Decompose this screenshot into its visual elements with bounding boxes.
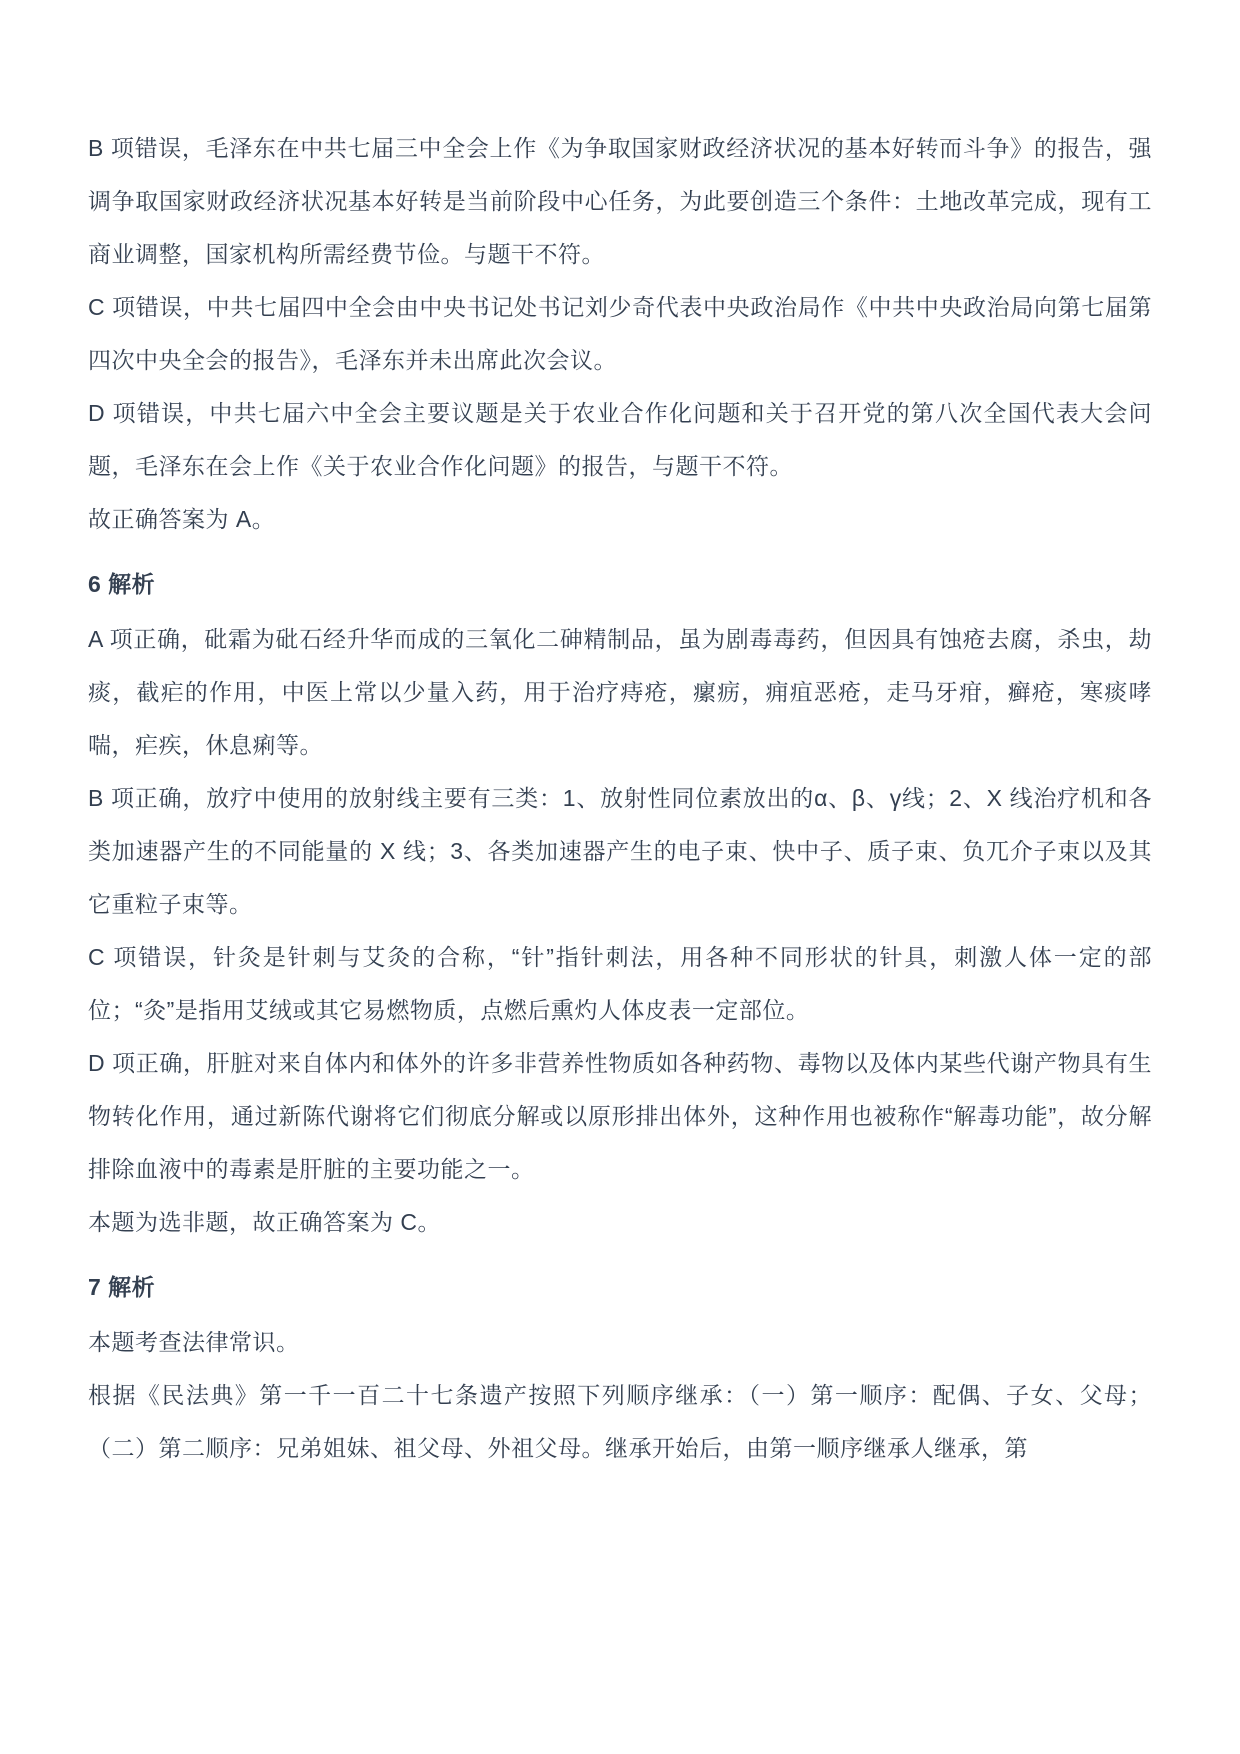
paragraph: 故正确答案为 A。 [88,506,276,532]
paragraph: A 项正确，砒霜为砒石经升华而成的三氧化二砷精制品，虽为剧毒毒药，但因具有蚀疮去腐，杀虫，劫痰，截疟的作用，中医上常以少量入药，用于治疗痔疮，瘰疬，痈疽恶疮，走马牙疳，癣疮，寒痰哮喘，疟疾，休息痢等。 [88,626,1152,758]
paragraph: C 项错误，中共七届四中全会由中央书记处书记刘少奇代表中央政治局作《中共中央政治局向第七届第四次中央全会的报告》，毛泽东并未出席此次会议。 [88,294,1152,373]
paragraph: D 项正确，肝脏对来自体内和体外的许多非营养性物质如各种药物、毒物以及体内某些代谢产物具有生物转化作用，通过新陈代谢将它们彻底分解或以原形排出体外，这种作用也被称作“解毒功能”，故分解排除血液中的毒素是肝脏的主要功能之一。 [88,1050,1152,1182]
section-heading: 6 解析 [88,571,156,597]
paragraph: 本题为选非题，故正确答案为 C。 [88,1209,441,1235]
paragraph: B 项正确，放疗中使用的放射线主要有三类：1、放射性同位素放出的α、β、γ线；2、X 线治疗机和各类加速器产生的不同能量的 X 线；3、各类加速器产生的电子束、快中子、质子束、负兀介子束以及其它重粒子束等。 [88,785,1152,917]
document-content [88,122,1152,1475]
paragraph: C 项错误，针灸是针刺与艾灸的合称，“针”指针刺法，用各种不同形状的针具，刺激人体一定的部位；“灸”是指用艾绒或其它易燃物质，点燃后熏灼人体皮表一定部位。 [88,944,1152,1023]
paragraph: B 项错误，毛泽东在中共七届三中全会上作《为争取国家财政经济状况的基本好转而斗争》的报告，强调争取国家财政经济状况基本好转是当前阶段中心任务，为此要创造三个条件：土地改革完成，现有工商业调整，国家机构所需经费节俭。与题干不符。 [88,135,1152,267]
paragraph: D 项错误，中共七届六中全会主要议题是关于农业合作化问题和关于召开党的第八次全国代表大会问题，毛泽东在会上作《关于农业合作化问题》的报告，与题干不符。 [88,400,1152,479]
paragraph: 本题考查法律常识。 [88,1329,300,1355]
section-heading: 7 解析 [88,1274,156,1300]
paragraph: 根据《民法典》第一千一百二十七条遗产按照下列顺序继承：（一）第一顺序：配偶、子女、父母；（二）第二顺序：兄弟姐妹、祖父母、外祖父母。继承开始后，由第一顺序继承人继承，第 [88,1382,1152,1461]
